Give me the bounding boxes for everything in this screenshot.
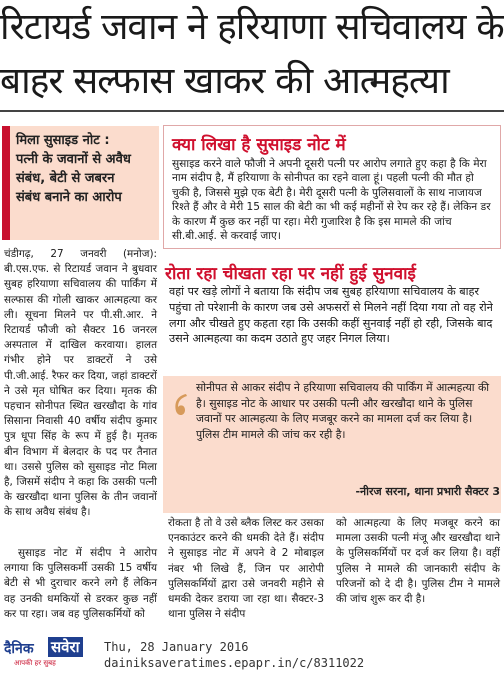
article-paragraph: सुसाइड नोट में संदीप ने आरोप लगाया कि पुलिसकर्मी उसकी 15 वर्षीय बेटी से भी दुराचार करने लगे हैं लेकिन वह उनकी धमकियों से डरकर कुछ नहीं कर पा रहा। जब वह पुलिसकर्मियों को (4, 547, 157, 620)
suicide-note-heading: क्या लिखा है सुसाइड नोट में (172, 135, 346, 155)
logo-tagline: आपकी हर सुबह (14, 659, 56, 667)
police-statement-signature: -नीरज सरना, थाना प्रभारी सैक्टर 3 (355, 485, 500, 498)
suicide-note-text: सुसाइड करने वाले फौजी ने अपनी दूसरी पत्नी पर आरोप लगाते हुए कहा है कि मेरा नाम संदीप है, मैं हरियाणा के सोनीपत का रहने वाला हूं। पहली पत्नी की मौत हो चुकी है, जिससे मुझे एक बेटी है। मेरी दूसरी पत्नी के पुलिसवालों के साथ नाजायज रिश्ते हैं और वे मेरी 15 साल की बेटी का भी कई महीनों से रेप कर रहे हैं। लेकिन डर के कारण मैं कुछ कर नहीं पा रहा। मेरी गुजारिश है कि इस मामले की जांच सी.बी.आई. से करवाई जाए। (172, 158, 491, 243)
highlight-line: संबंध बनाने का आरोप (16, 190, 122, 205)
right-column-text: को आत्महत्या के लिए मजबूर करने का मामला उसकी पत्नी मंजू और खरखौदा थाने के पुलिसकर्मियों पर दर्ज कर लिया है। वहीं पुलिस ने मामले की जानकारी संदीप के परिजनों को दे दी है। पुलिस टीम ने मामले की जांच शुरू कर दी है। (336, 517, 500, 606)
highlight-line: मिला सुसाइड नोट : (16, 133, 110, 148)
headline-divider (0, 110, 504, 112)
quote-mark-icon (172, 392, 190, 418)
section-heading: रोता रहा चीखता रहा पर नहीं हुई सुनवाई (165, 264, 416, 284)
footer (0, 637, 504, 676)
left-column-intro (4, 247, 157, 519)
left-column-continued (4, 546, 157, 636)
headline-line-1: रिटायर्ड जवान ने हरियाणा सचिवालय के (0, 5, 504, 48)
highlight-line: पत्नी के जवानों से अवैध (16, 152, 131, 167)
issue-date: Thu, 28 January 2016 (104, 640, 249, 654)
middle-column-text: रोकता है तो वे उसे ब्लैक लिस्ट कर उसका एनकाउंटर करने की धमकी देते हैं। संदीप ने सुसाइड नोट में अपने वे 2 मोबाइल नंबर भी लिखे हैं, जिन पर आरोपी पुलिसकर्मियों द्वारा उसे जनवरी महीने से धमकी देकर डराया जा रहा था। सैक्टर-3 थाना पुलिस ने संदीप (168, 517, 324, 621)
suicide-note-box (163, 125, 501, 249)
highlight-line: संबंध, बेटी से जबरन (16, 171, 115, 186)
highlight-box (2, 126, 159, 240)
article-paragraph: चंडीगढ़, 27 जनवरी (मनोज): बी.एस.एफ. से रिटायर्ड जवान ने बुधवार सुबह हरियाणा सचिवालय की पार्किंग में सल्फास की गोली खाकर आत्महत्या कर ली। सूचना मिलने पर पी.सी.आर. ने रिटायर्ड फौजी को सैक्टर 16 जनरल अस्पताल में दाखिल करवाया। हालत गंभीर होने पर डाक्टरों ने उसे पी.जी.आई. रैफर कर दिया, जहां डाक्टरों ने उसे मृत घोषित कर दिया। मृतक की पहचान सोनीपत स्थित खरखौदा के गांव सिसाना निवासी 40 वर्षीय संदीप कुमार पुत्र धूपा सिंह के रूप में हुई है। मृतक बीन विभाग में बेलदार के पद पर तैनात था। उससे पुलिस को सुसाइड नोट मिला है, जिसमें संदीप ने कहा कि उसकी पत्नी के खरखौदा थाना पुलिस के तीन जवानों के साथ अवैध संबंध है। (4, 248, 157, 519)
newspaper-logo (4, 639, 104, 673)
police-statement-text: सोनीपत से आकर संदीप ने हरियाणा सचिवालय की पार्किंग में आत्महत्या की है। सुसाइड नोट के आधार पर उसकी पत्नी और खरखौदा थाने के पुलिस जवानों पर आत्महत्या के लिए मजबूर करने का मामला दर्ज कर लिया है। पुलिस टीम मामले की जांच कर रही है। (196, 381, 490, 441)
logo-text-dainik: दैनिक (4, 641, 34, 657)
logo-text-savera: सवेरा (48, 637, 83, 657)
section-text: वहां पर खड़े लोगों ने बताया कि संदीप जब सुबह हरियाणा सचिवालय के बाहर पहुंचा तो परेशानी के कारण जब उसे अफसरों से मिलने नहीं दिया गया तो वह रोने लगा और चीखते हुए कहता रहा कि उसकी कहीं सुनवाई नहीं हो रही, जिसके बाद उसने आत्महत्या का कदम उठाते हुए जहर निगल लिया। (169, 285, 493, 346)
headline-line-2: बाहर सल्फास खाकर की आत्महत्या (0, 59, 449, 102)
epaper-link[interactable]: dainiksaveratimes.epapr.in/c/8311022 (104, 656, 365, 670)
